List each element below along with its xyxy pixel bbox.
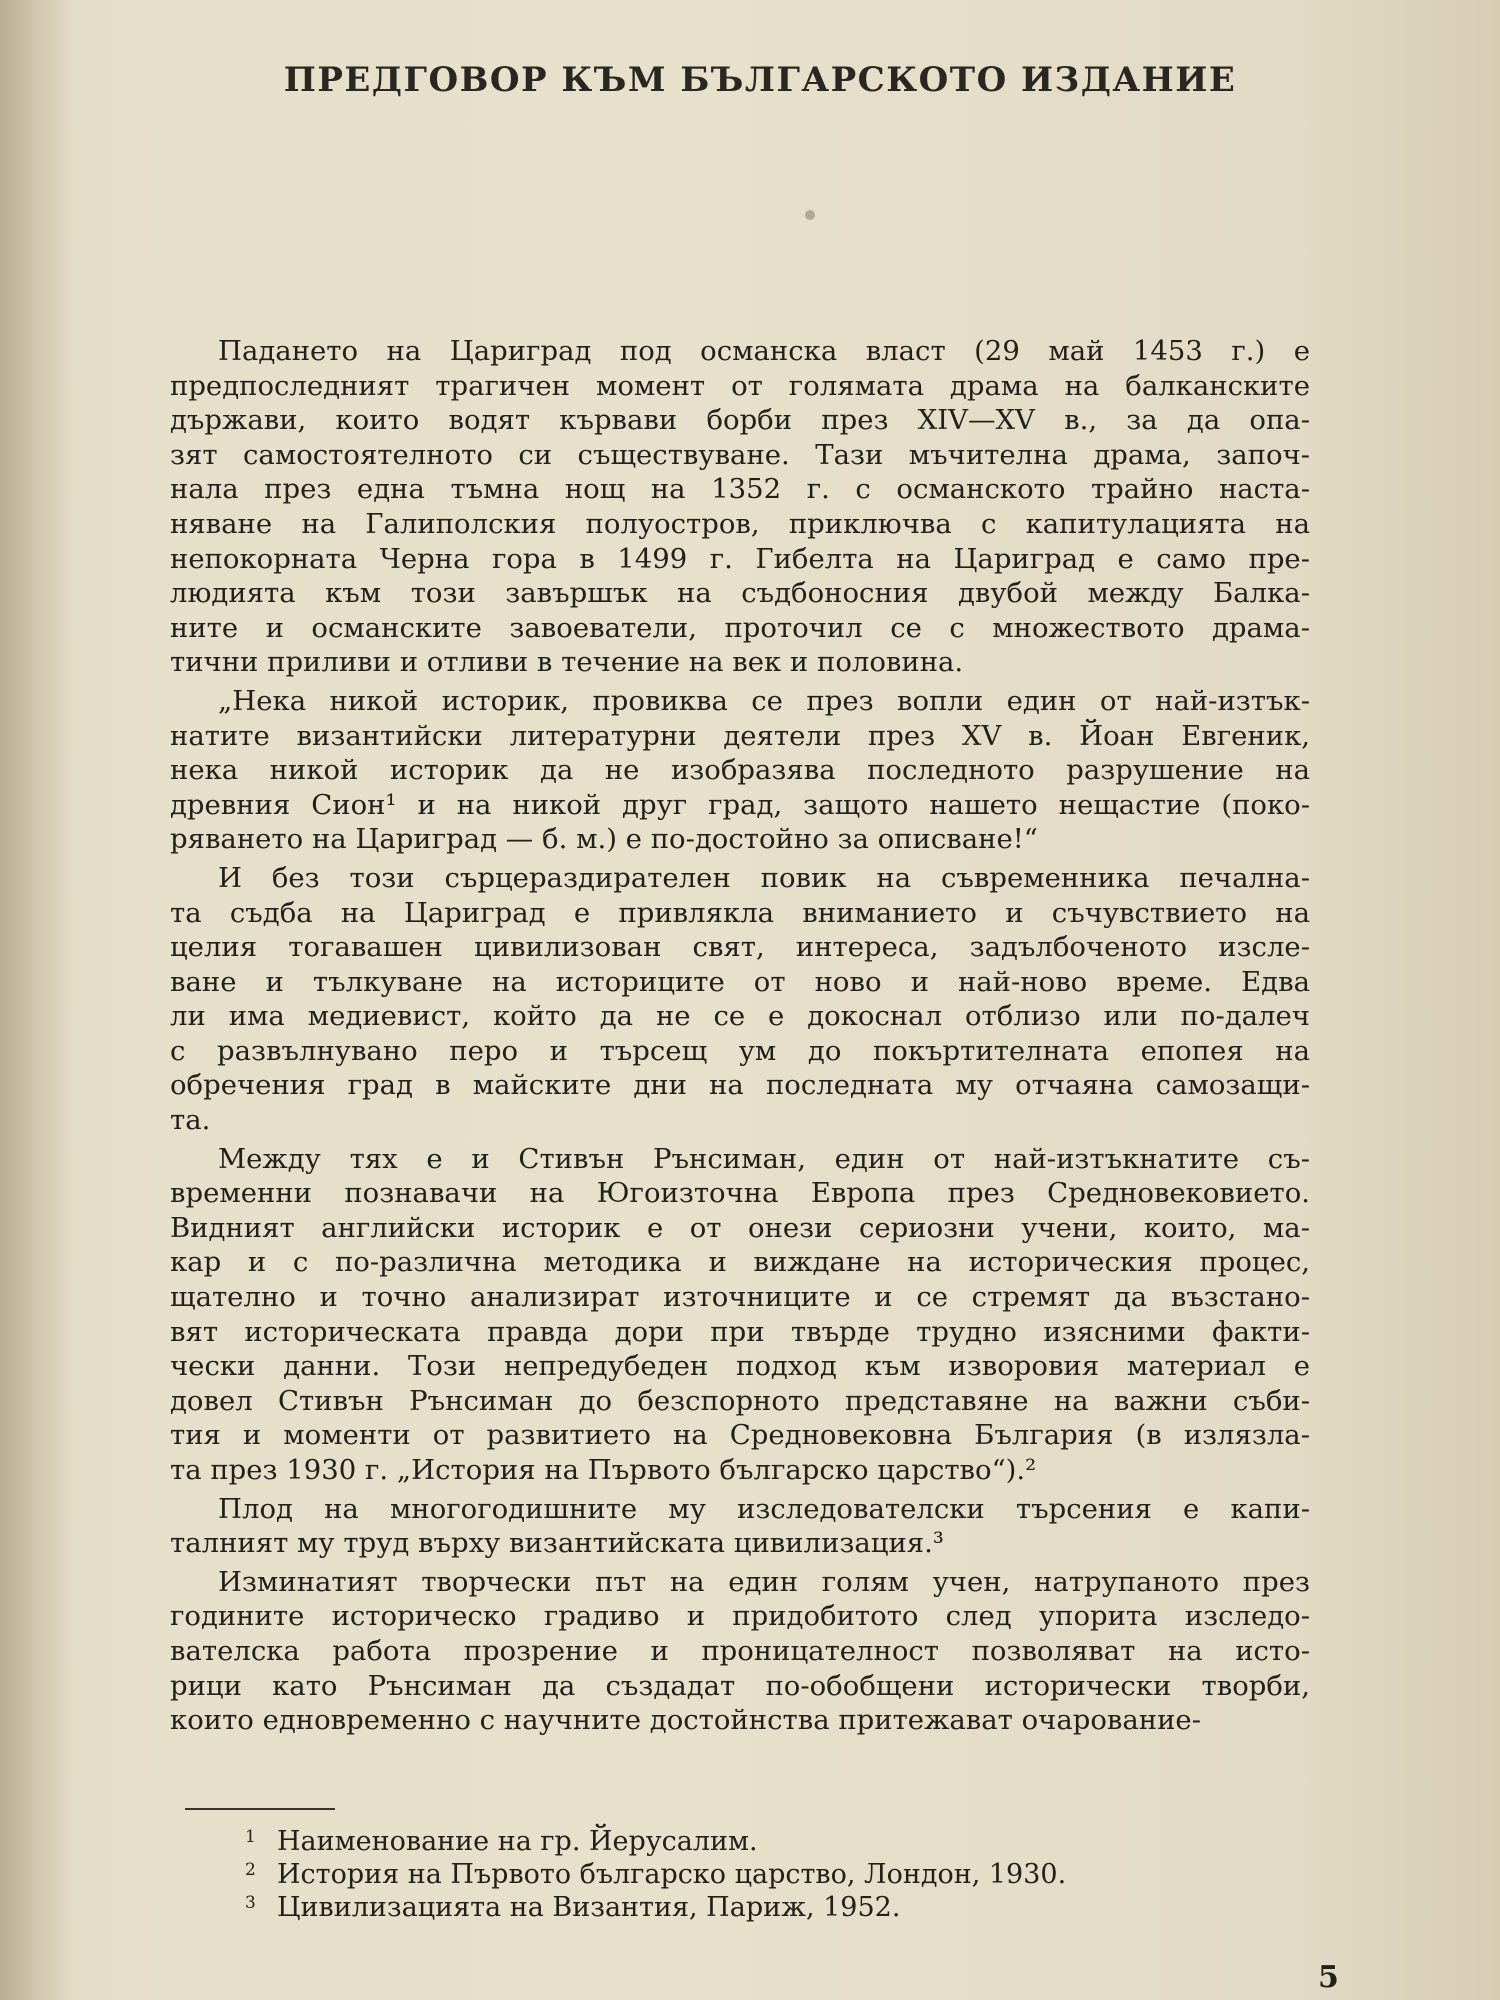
page-title: ПРЕДГОВОР КЪМ БЪЛГАРСКОТО ИЗДАНИЕ bbox=[283, 60, 1237, 100]
text-line: древния Сион¹ и на никой друг град, защото нашето нещастие (поко- bbox=[170, 788, 1310, 821]
text-line: ване и тълкуване на историците от ново и най-ново време. Едва bbox=[170, 965, 1310, 998]
text-line: тични приливи и отливи в течение на век и половина. bbox=[170, 646, 964, 679]
footnote bbox=[245, 1858, 1245, 1891]
footnotes bbox=[245, 1825, 1245, 1924]
text-line: които едновременно с научните достойнства притежават очарование- bbox=[170, 1704, 1201, 1737]
footnote-text: Наименование на гр. Йерусалим. bbox=[277, 1826, 758, 1857]
page-binding-shadow bbox=[0, 0, 70, 2000]
text-line: та през 1930 г. „История на Първото българско царство“).² bbox=[170, 1454, 1037, 1486]
text-line: И без този сърцераздирателен повик на съвременника печална- bbox=[218, 861, 1310, 894]
footnote-text: Цивилизацията на Византия, Париж, 1952. bbox=[277, 1892, 901, 1923]
text-line: вят историческата правда дори при твърде трудно изясними факти- bbox=[170, 1315, 1310, 1348]
footnote-mark: 1 bbox=[245, 1827, 256, 1847]
text-line: „Нека никой историк, провиква се през вопли един от най-изтък- bbox=[218, 684, 1310, 717]
text-line: целия тогавашен цивилизован свят, интереса, задълбоченото изсле- bbox=[170, 931, 1310, 964]
text-line: людията към този завършък на съдбоносния двубой между Балка- bbox=[170, 577, 1310, 610]
text-line: Плод на многогодишните му изследователски търсения е капи- bbox=[218, 1492, 1310, 1525]
text-line: ли има медиевист, който да не се е докоснал отблизо или по-далеч bbox=[170, 1000, 1310, 1033]
text-line: вателска работа прозрение и проницателност позволяват на исто- bbox=[170, 1634, 1310, 1667]
footnote-text: История на Първото българско царство, Лондон, 1930. bbox=[277, 1859, 1067, 1890]
paragraph bbox=[170, 1492, 1310, 1561]
text-line: талният му труд върху византийската цивилизация.³ bbox=[170, 1527, 944, 1560]
text-line: та. bbox=[170, 1104, 211, 1137]
footnote-mark: 2 bbox=[245, 1860, 256, 1880]
text-line: натите византийски литературни деятели през XV в. Йоан Евгеник, bbox=[170, 719, 1310, 752]
body-text bbox=[170, 334, 1310, 1738]
paragraph bbox=[170, 1565, 1310, 1738]
text-line: годините историческо градиво и придобитото след упорита изследо- bbox=[170, 1600, 1310, 1633]
text-line: временни познавачи на Югоизточна Европа през Средновековието. bbox=[170, 1177, 1310, 1210]
text-line: нека никой историк да не изобразява последното разрушение на bbox=[170, 754, 1310, 787]
footnote bbox=[245, 1825, 1245, 1858]
text-line: довел Стивън Рънсиман до безспорното представяне на важни съби- bbox=[170, 1384, 1310, 1417]
text-line: рици като Рънсиман да създадат по-обобщени исторически творби, bbox=[170, 1669, 1310, 1702]
paragraph bbox=[170, 334, 1310, 680]
text-line: Видният английски историк е от онези сериозни учени, които, ма- bbox=[170, 1211, 1310, 1244]
paragraph bbox=[170, 1142, 1310, 1488]
text-line: Падането на Цариград под османска власт (29 май 1453 г.) е bbox=[218, 335, 1310, 367]
text-line: непокорната Черна гора в 1499 г. Гибелта на Цариград е само пре- bbox=[170, 542, 1310, 575]
text-line: обречения град в майските дни на последната му отчаяна самозащи- bbox=[170, 1069, 1310, 1102]
footnote-mark: 3 bbox=[245, 1893, 256, 1913]
paper-speck bbox=[805, 210, 815, 220]
text-line: Изминатият творчески път на един голям учен, натрупаното през bbox=[218, 1565, 1310, 1598]
text-line: чески данни. Този непредубеден подход към изворовия материал е bbox=[170, 1350, 1310, 1383]
text-line: предпоследният трагичен момент от голямата драма на балканските bbox=[170, 369, 1310, 402]
text-line: зят самостоятелното си съществуване. Тази мъчителна драма, започ- bbox=[170, 438, 1310, 471]
page-number: 5 bbox=[1318, 1960, 1339, 1995]
text-line: с развълнувано перо и търсещ ум до покъртителната епопея на bbox=[170, 1034, 1310, 1067]
text-line: щателно и точно анализират източниците и се стремят да възстано- bbox=[170, 1281, 1310, 1314]
footnote-separator bbox=[185, 1808, 335, 1810]
text-line: Между тях е и Стивън Рънсиман, един от най-изтъкнатите съ- bbox=[218, 1142, 1310, 1175]
footnote bbox=[245, 1891, 1245, 1924]
text-line: тия и моменти от развитието на Средновековна България (в излязла- bbox=[170, 1419, 1310, 1452]
text-line: няване на Галиполския полуостров, приключва с капитулацията на bbox=[170, 507, 1310, 540]
text-line: кар и с по-различна методика и виждане на историческия процес, bbox=[170, 1246, 1310, 1279]
text-line: ните и османските завоеватели, проточил се с множеството драма- bbox=[170, 611, 1310, 644]
text-line: държави, които водят кървави борби през XIV—XV в., за да опа- bbox=[170, 404, 1310, 437]
paragraph bbox=[170, 861, 1310, 1138]
text-line: ряването на Цариград — б. м.) е по-достойно за описване!“ bbox=[170, 823, 1038, 856]
paragraph bbox=[170, 684, 1310, 857]
text-line: та съдба на Цариград е привлякла вниманието и съчувствието на bbox=[170, 896, 1310, 929]
text-line: нала през една тъмна нощ на 1352 г. с османското трайно наста- bbox=[170, 473, 1310, 506]
